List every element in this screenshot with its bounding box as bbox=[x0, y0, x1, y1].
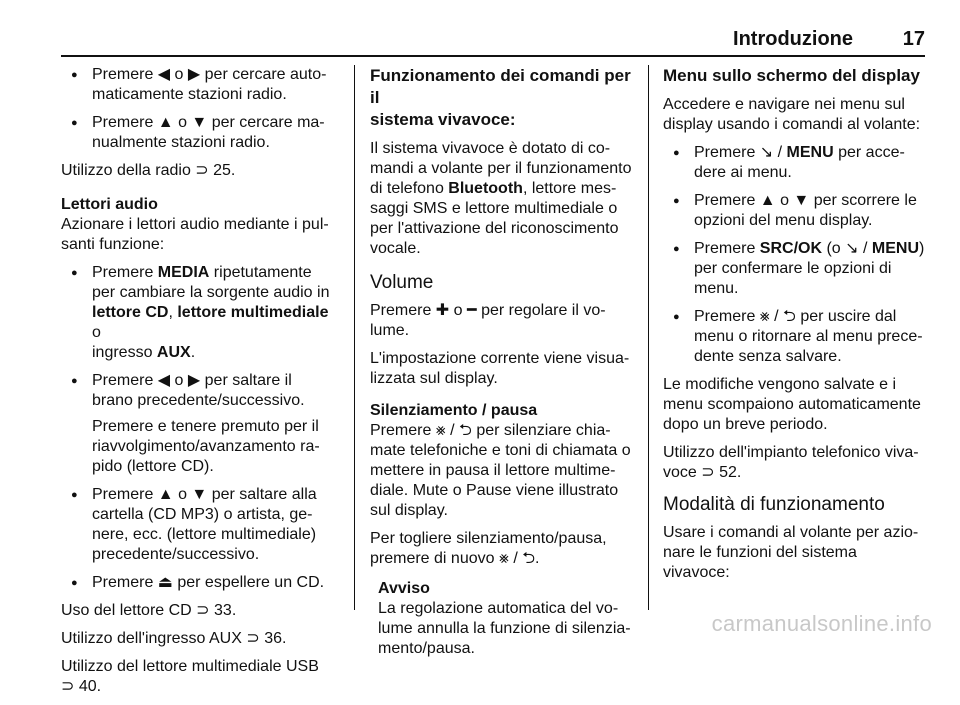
cross-reference: Uso del lettore CD ⊃ 33. bbox=[61, 602, 237, 619]
column-2 bbox=[370, 65, 632, 659]
cross-reference: Utilizzo dell'impianto telefonico viva- voce ⊃ 52. bbox=[663, 444, 919, 481]
list-item: ● Premere ⏏ per espellere un CD. bbox=[61, 573, 340, 593]
paragraph: L'impostazione corrente viene visua- lizzata sul display. bbox=[370, 350, 630, 387]
cross-reference: Utilizzo della radio ⊃ 25. bbox=[61, 162, 236, 179]
column-3 bbox=[663, 65, 927, 591]
paragraph: Le modifiche vengono salvate e i menu scompaiono automaticamente dopo un breve periodo. bbox=[663, 376, 921, 433]
section-heading-handsfree: Funzionamento dei comandi per il sistema vivavoce: bbox=[370, 66, 631, 129]
paragraph: Premere ⨳ / ⮌ per silenziare chia- mate telefoniche e toni di chiamata o mettere in pausa il lettore multime- diale. Mute o Pause viene illustrato sul display. bbox=[370, 422, 631, 519]
cross-reference: Utilizzo dell'ingresso AUX ⊃ 36. bbox=[61, 630, 287, 647]
list-item: ● Premere SRC/OK (o ↘ / MENU) per confermare le opzioni di menu. bbox=[663, 239, 927, 299]
paragraph: Premere ✚ o ━ per regolare il vo- lume. bbox=[370, 302, 606, 339]
column-divider-1 bbox=[354, 65, 355, 610]
note-title: Avviso bbox=[378, 580, 430, 597]
section-heading-display-menu: Menu sullo schermo del display bbox=[663, 66, 920, 85]
list-item: ● Premere MEDIA ripetutamente per cambiare la sorgente audio in lettore CD, lettore multimediale o ingresso AUX. bbox=[61, 263, 340, 363]
page-title: Introduzione bbox=[733, 28, 853, 50]
paragraph: Per togliere silenziamento/pausa, premere di nuovo ⨳ / ⮌. bbox=[370, 530, 607, 567]
cross-reference: Utilizzo del lettore multimediale USB ⊃ 40. bbox=[61, 658, 319, 695]
paragraph: Azionare i lettori audio mediante i pul- santi funzione: bbox=[61, 216, 329, 253]
list-item: ● Premere ◀ o ▶ per saltare il brano precedente/successivo. bbox=[61, 371, 340, 411]
page-number: 17 bbox=[902, 28, 925, 50]
list-item: ● Premere ↘ / MENU per acce- dere ai menu. bbox=[663, 143, 927, 183]
list-item: ● Premere ⨳ / ⮌ per uscire dal menu o ritornare al menu prece- dente senza salvare. bbox=[663, 307, 927, 367]
header-rule bbox=[61, 55, 925, 57]
list-item: ● Premere ▲ o ▼ per saltare alla cartella (CD MP3) o artista, ge- nere, ecc. (lettore multimediale) precedente/successivo. bbox=[61, 485, 340, 565]
subheading-mute: Silenziamento / pausa bbox=[370, 402, 538, 419]
note-text: La regolazione automatica del vo- lume annulla la funzione di silenzia- mento/pausa. bbox=[378, 600, 631, 657]
paragraph: Usare i comandi al volante per azio- nare le funzioni del sistema vivavoce: bbox=[663, 524, 919, 581]
list-item: ● Premere ◀ o ▶ per cercare auto- maticamente stazioni radio. bbox=[61, 65, 340, 105]
subheading-audio: Lettori audio bbox=[61, 196, 158, 213]
list-item: ● Premere ▲ o ▼ per scorrere le opzioni del menu display. bbox=[663, 191, 927, 231]
list-item: ● Premere ▲ o ▼ per cercare ma- nualmente stazioni radio. bbox=[61, 113, 340, 153]
section-heading-volume: Volume bbox=[370, 272, 434, 293]
section-heading-operation-mode: Modalità di funzionamento bbox=[663, 494, 885, 515]
list-item-continuation: Premere e tenere premuto per il riavvolgimento/avanzamento ra- pido (lettore CD). bbox=[92, 418, 320, 475]
page-header bbox=[61, 27, 925, 55]
paragraph: Accedere e navigare nei menu sul display usando i comandi al volante: bbox=[663, 96, 921, 133]
column-divider-2 bbox=[648, 65, 649, 610]
watermark: carmanualsonline.info bbox=[711, 611, 932, 636]
column-1 bbox=[61, 65, 340, 705]
paragraph: Il sistema vivavoce è dotato di co- mandi a volante per il funzionamento di telefono Bluetooth, lettore mes- saggi SMS e lettore multimediale o per l'attivazione del riconoscimento vocale. bbox=[370, 140, 632, 257]
note-box bbox=[370, 579, 632, 659]
